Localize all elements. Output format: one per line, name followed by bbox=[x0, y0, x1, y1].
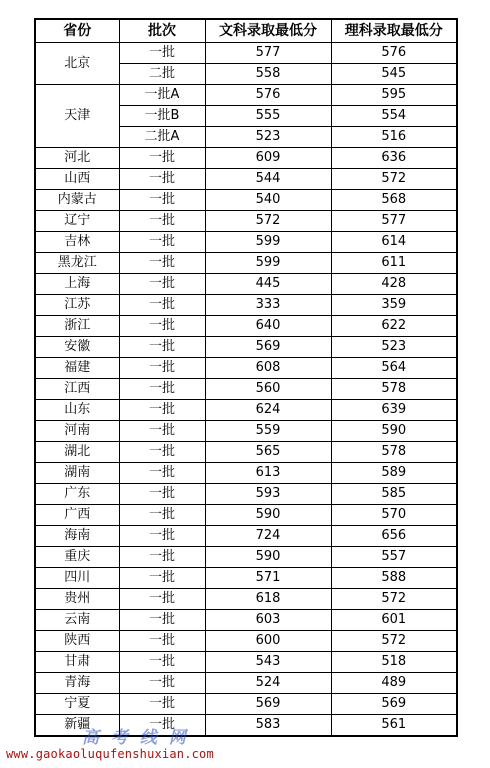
province-cell: 安徽 bbox=[35, 337, 119, 358]
arts-score-cell: 583 bbox=[205, 715, 331, 737]
province-cell: 内蒙古 bbox=[35, 190, 119, 211]
batch-cell: 一批 bbox=[119, 715, 205, 737]
arts-score-cell: 572 bbox=[205, 211, 331, 232]
table-row bbox=[35, 589, 457, 610]
arts-score-cell: 599 bbox=[205, 253, 331, 274]
province-cell: 广西 bbox=[35, 505, 119, 526]
arts-score-cell: 524 bbox=[205, 673, 331, 694]
science-score-cell: 359 bbox=[331, 295, 457, 316]
arts-score-cell: 445 bbox=[205, 274, 331, 295]
arts-score-cell: 540 bbox=[205, 190, 331, 211]
science-score-cell: 622 bbox=[331, 316, 457, 337]
table-row bbox=[35, 211, 457, 232]
province-cell: 黑龙江 bbox=[35, 253, 119, 274]
arts-score-cell: 640 bbox=[205, 316, 331, 337]
science-score-cell: 590 bbox=[331, 421, 457, 442]
table-row bbox=[35, 316, 457, 337]
batch-cell: 二批 bbox=[119, 64, 205, 85]
province-cell: 宁夏 bbox=[35, 694, 119, 715]
table-row bbox=[35, 694, 457, 715]
table-row bbox=[35, 652, 457, 673]
header-science-min-score: 理科录取最低分 bbox=[331, 19, 457, 43]
province-cell: 湖南 bbox=[35, 463, 119, 484]
table-row bbox=[35, 547, 457, 568]
arts-score-cell: 577 bbox=[205, 43, 331, 64]
science-score-cell: 561 bbox=[331, 715, 457, 737]
batch-cell: 一批 bbox=[119, 274, 205, 295]
table-body bbox=[35, 43, 457, 737]
province-cell: 重庆 bbox=[35, 547, 119, 568]
province-cell: 甘肃 bbox=[35, 652, 119, 673]
batch-cell: 二批A bbox=[119, 127, 205, 148]
province-cell: 天津 bbox=[35, 85, 119, 148]
science-score-cell: 589 bbox=[331, 463, 457, 484]
batch-cell: 一批 bbox=[119, 631, 205, 652]
science-score-cell: 516 bbox=[331, 127, 457, 148]
province-cell: 北京 bbox=[35, 43, 119, 85]
batch-cell: 一批 bbox=[119, 442, 205, 463]
admission-score-table bbox=[34, 18, 458, 737]
site-logo-watermark: 高 考 线 网 bbox=[82, 728, 189, 748]
science-score-cell: 568 bbox=[331, 190, 457, 211]
batch-cell: 一批B bbox=[119, 106, 205, 127]
science-score-cell: 576 bbox=[331, 43, 457, 64]
arts-score-cell: 608 bbox=[205, 358, 331, 379]
science-score-cell: 614 bbox=[331, 232, 457, 253]
header-arts-min-score: 文科录取最低分 bbox=[205, 19, 331, 43]
table-header-row bbox=[35, 19, 457, 43]
arts-score-cell: 593 bbox=[205, 484, 331, 505]
province-cell: 江西 bbox=[35, 379, 119, 400]
table-row bbox=[35, 673, 457, 694]
science-score-cell: 572 bbox=[331, 631, 457, 652]
batch-cell: 一批 bbox=[119, 463, 205, 484]
province-cell: 江苏 bbox=[35, 295, 119, 316]
province-cell: 四川 bbox=[35, 568, 119, 589]
batch-cell: 一批 bbox=[119, 526, 205, 547]
science-score-cell: 572 bbox=[331, 169, 457, 190]
science-score-cell: 577 bbox=[331, 211, 457, 232]
batch-cell: 一批 bbox=[119, 169, 205, 190]
science-score-cell: 428 bbox=[331, 274, 457, 295]
batch-cell: 一批 bbox=[119, 211, 205, 232]
arts-score-cell: 565 bbox=[205, 442, 331, 463]
province-cell: 广东 bbox=[35, 484, 119, 505]
table-row bbox=[35, 568, 457, 589]
province-cell: 新疆 bbox=[35, 715, 119, 737]
arts-score-cell: 571 bbox=[205, 568, 331, 589]
science-score-cell: 578 bbox=[331, 379, 457, 400]
batch-cell: 一批 bbox=[119, 148, 205, 169]
science-score-cell: 569 bbox=[331, 694, 457, 715]
batch-cell: 一批 bbox=[119, 421, 205, 442]
province-cell: 湖北 bbox=[35, 442, 119, 463]
arts-score-cell: 590 bbox=[205, 505, 331, 526]
province-cell: 海南 bbox=[35, 526, 119, 547]
batch-cell: 一批 bbox=[119, 253, 205, 274]
batch-cell: 一批 bbox=[119, 652, 205, 673]
arts-score-cell: 543 bbox=[205, 652, 331, 673]
header-batch: 批次 bbox=[119, 19, 205, 43]
table-row bbox=[35, 379, 457, 400]
batch-cell: 一批 bbox=[119, 232, 205, 253]
table-row bbox=[35, 484, 457, 505]
science-score-cell: 523 bbox=[331, 337, 457, 358]
science-score-cell: 545 bbox=[331, 64, 457, 85]
table-row bbox=[35, 463, 457, 484]
science-score-cell: 656 bbox=[331, 526, 457, 547]
province-cell: 陕西 bbox=[35, 631, 119, 652]
province-cell: 山西 bbox=[35, 169, 119, 190]
science-score-cell: 572 bbox=[331, 589, 457, 610]
arts-score-cell: 544 bbox=[205, 169, 331, 190]
table-row bbox=[35, 43, 457, 64]
batch-cell: 一批 bbox=[119, 589, 205, 610]
province-cell: 山东 bbox=[35, 400, 119, 421]
science-score-cell: 595 bbox=[331, 85, 457, 106]
province-cell: 福建 bbox=[35, 358, 119, 379]
table-row bbox=[35, 232, 457, 253]
arts-score-cell: 603 bbox=[205, 610, 331, 631]
province-cell: 浙江 bbox=[35, 316, 119, 337]
province-cell: 辽宁 bbox=[35, 211, 119, 232]
arts-score-cell: 599 bbox=[205, 232, 331, 253]
table-row bbox=[35, 442, 457, 463]
province-cell: 云南 bbox=[35, 610, 119, 631]
arts-score-cell: 609 bbox=[205, 148, 331, 169]
science-score-cell: 601 bbox=[331, 610, 457, 631]
science-score-cell: 489 bbox=[331, 673, 457, 694]
arts-score-cell: 569 bbox=[205, 337, 331, 358]
arts-score-cell: 560 bbox=[205, 379, 331, 400]
table-row bbox=[35, 190, 457, 211]
science-score-cell: 639 bbox=[331, 400, 457, 421]
table-row bbox=[35, 295, 457, 316]
batch-cell: 一批 bbox=[119, 295, 205, 316]
batch-cell: 一批 bbox=[119, 547, 205, 568]
arts-score-cell: 600 bbox=[205, 631, 331, 652]
batch-cell: 一批 bbox=[119, 484, 205, 505]
batch-cell: 一批 bbox=[119, 400, 205, 421]
arts-score-cell: 624 bbox=[205, 400, 331, 421]
table-row bbox=[35, 148, 457, 169]
table-row bbox=[35, 337, 457, 358]
province-cell: 上海 bbox=[35, 274, 119, 295]
table-row bbox=[35, 421, 457, 442]
table-row bbox=[35, 400, 457, 421]
table-row bbox=[35, 169, 457, 190]
batch-cell: 一批 bbox=[119, 379, 205, 400]
batch-cell: 一批 bbox=[119, 316, 205, 337]
batch-cell: 一批 bbox=[119, 694, 205, 715]
table-row bbox=[35, 274, 457, 295]
batch-cell: 一批 bbox=[119, 568, 205, 589]
batch-cell: 一批A bbox=[119, 85, 205, 106]
batch-cell: 一批 bbox=[119, 43, 205, 64]
table-row bbox=[35, 505, 457, 526]
science-score-cell: 554 bbox=[331, 106, 457, 127]
table-row bbox=[35, 631, 457, 652]
arts-score-cell: 613 bbox=[205, 463, 331, 484]
batch-cell: 一批 bbox=[119, 190, 205, 211]
science-score-cell: 611 bbox=[331, 253, 457, 274]
province-cell: 贵州 bbox=[35, 589, 119, 610]
science-score-cell: 578 bbox=[331, 442, 457, 463]
science-score-cell: 585 bbox=[331, 484, 457, 505]
science-score-cell: 636 bbox=[331, 148, 457, 169]
header-province: 省份 bbox=[35, 19, 119, 43]
science-score-cell: 557 bbox=[331, 547, 457, 568]
arts-score-cell: 724 bbox=[205, 526, 331, 547]
arts-score-cell: 576 bbox=[205, 85, 331, 106]
arts-score-cell: 618 bbox=[205, 589, 331, 610]
table-row bbox=[35, 526, 457, 547]
batch-cell: 一批 bbox=[119, 610, 205, 631]
science-score-cell: 564 bbox=[331, 358, 457, 379]
batch-cell: 一批 bbox=[119, 673, 205, 694]
batch-cell: 一批 bbox=[119, 337, 205, 358]
table-row bbox=[35, 358, 457, 379]
science-score-cell: 570 bbox=[331, 505, 457, 526]
science-score-cell: 588 bbox=[331, 568, 457, 589]
batch-cell: 一批 bbox=[119, 505, 205, 526]
arts-score-cell: 558 bbox=[205, 64, 331, 85]
table-row bbox=[35, 610, 457, 631]
science-score-cell: 518 bbox=[331, 652, 457, 673]
arts-score-cell: 523 bbox=[205, 127, 331, 148]
site-url-watermark: www.gaokaoluqufenshuxian.com bbox=[6, 747, 214, 761]
province-cell: 吉林 bbox=[35, 232, 119, 253]
arts-score-cell: 590 bbox=[205, 547, 331, 568]
table-row bbox=[35, 253, 457, 274]
province-cell: 河南 bbox=[35, 421, 119, 442]
arts-score-cell: 555 bbox=[205, 106, 331, 127]
arts-score-cell: 333 bbox=[205, 295, 331, 316]
batch-cell: 一批 bbox=[119, 358, 205, 379]
province-cell: 河北 bbox=[35, 148, 119, 169]
province-cell: 青海 bbox=[35, 673, 119, 694]
arts-score-cell: 569 bbox=[205, 694, 331, 715]
arts-score-cell: 559 bbox=[205, 421, 331, 442]
table-row bbox=[35, 85, 457, 106]
